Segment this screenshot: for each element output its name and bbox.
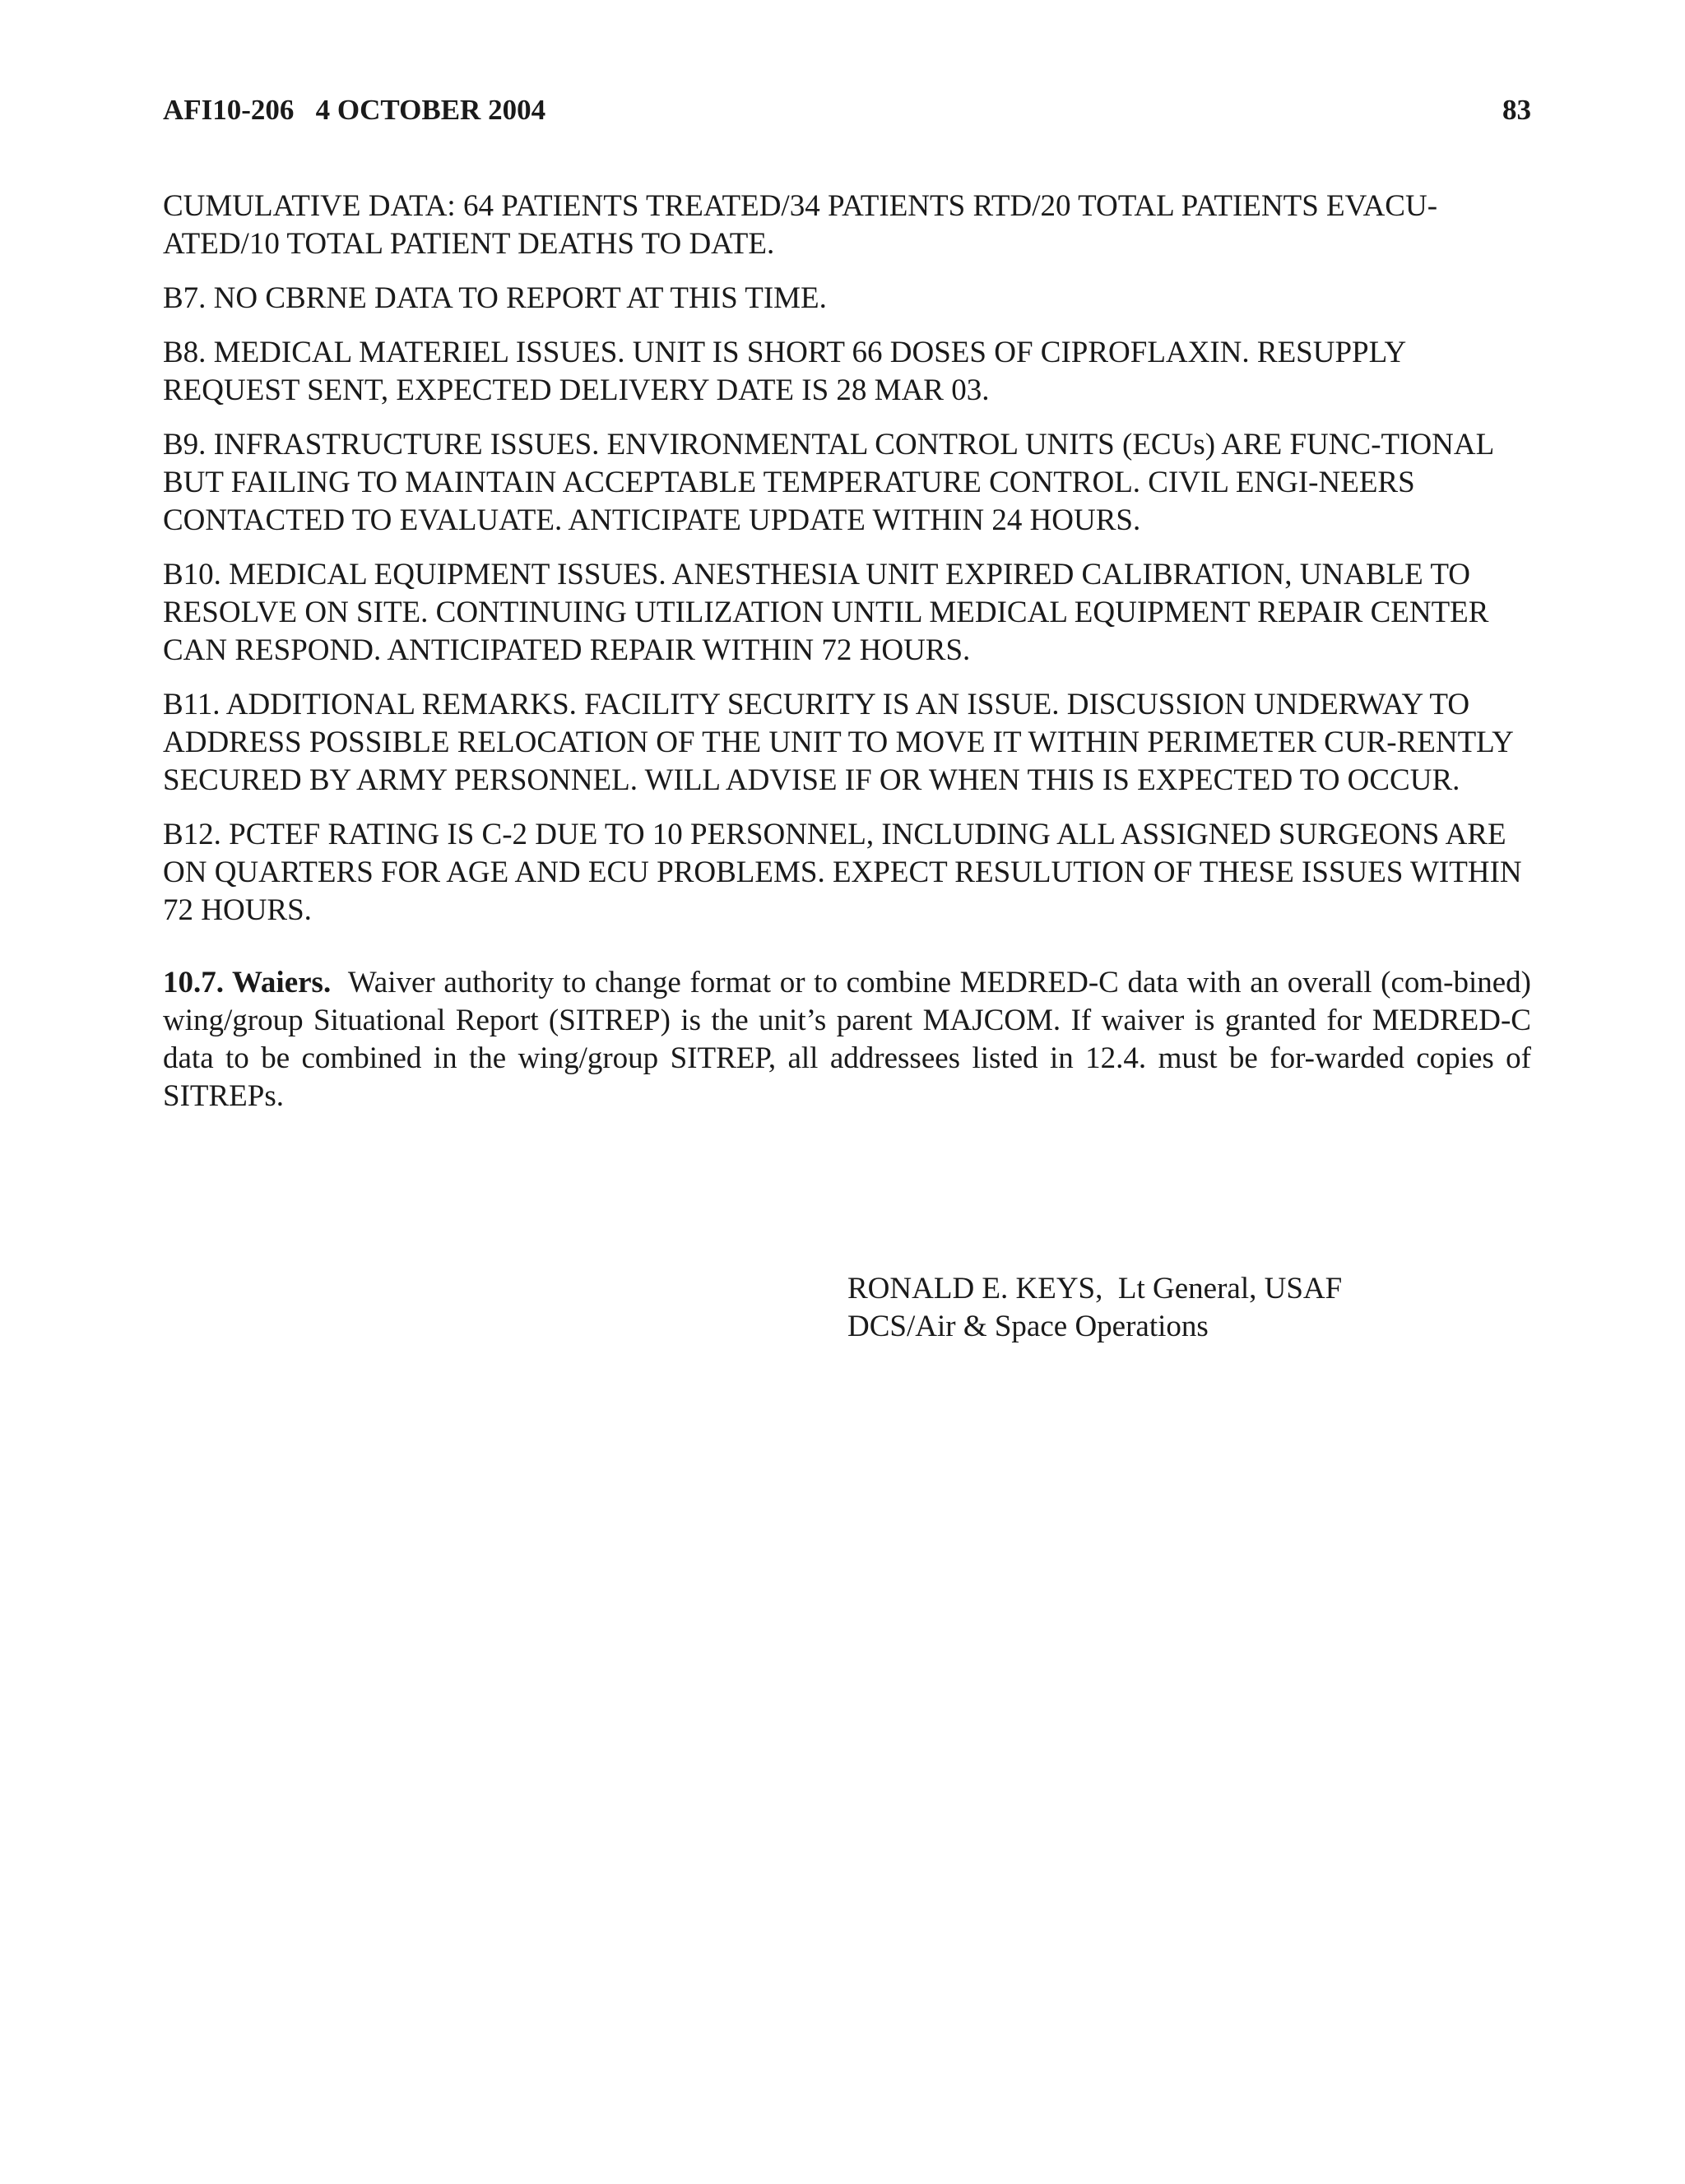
b10-paragraph: B10. MEDICAL EQUIPMENT ISSUES. ANESTHESIA UNIT EXPIRED CALIBRATION, UNABLE TO RESOLVE ON SITE. CONTINUING UTILIZATION UNTIL MEDICAL EQUIPMENT REPAIR CENTER CAN RESPOND. ANTICIPATED REPAIR WITHIN 72 HOURS. (163, 558, 1489, 667)
page-header (163, 92, 1531, 128)
b8-paragraph: B8. MEDICAL MATERIEL ISSUES. UNIT IS SHORT 66 DOSES OF CIPROFLAXIN. RESUPPLY REQUEST SENT, EXPECTED DELIVERY DATE IS 28 MAR 03. (163, 336, 1405, 407)
page-number: 83 (1502, 94, 1531, 126)
section-text: Waiver authority to change format or to combine MEDRED-C data with an overall (com-bined) wing/group Situational Report (SITREP) is the unit’s parent MAJCOM. If waiver is granted for MEDRED-C data to be combined in the wing/group SITREP, all addressees listed in 12.4. must be for-warded copies of SITREPs. (163, 966, 1531, 1113)
waivers-section (163, 964, 1531, 1115)
signature-name: RONALD E. KEYS, Lt General, USAF (847, 1272, 1343, 1305)
cumulative-data-paragraph: CUMULATIVE DATA: 64 PATIENTS TREATED/34 PATIENTS RTD/20 TOTAL PATIENTS EVACU-ATED/10 TOTAL PATIENT DEATHS TO DATE. (163, 189, 1438, 261)
document-body (163, 188, 1531, 1146)
signature-title: DCS/Air & Space Operations (847, 1310, 1209, 1343)
b12-paragraph: B12. PCTEF RATING IS C-2 DUE TO 10 PERSONNEL, INCLUDING ALL ASSIGNED SURGEONS ARE ON QUARTERS FOR AGE AND ECU PROBLEMS. EXPECT RESULUTION OF THESE ISSUES WITHIN 72 HOURS. (163, 818, 1522, 927)
b7-paragraph: B7. NO CBRNE DATA TO REPORT AT THIS TIME. (163, 281, 827, 315)
b9-paragraph: B9. INFRASTRUCTURE ISSUES. ENVIRONMENTAL CONTROL UNITS (ECUs) ARE FUNC-TIONAL BUT FAILING TO MAINTAIN ACCEPTABLE TEMPERATURE CONTROL. CIVIL ENGI-NEERS CONTACTED TO EVALUATE. ANTICIPATE UPDATE WITHIN 24 HOURS. (163, 428, 1493, 537)
b11-paragraph: B11. ADDITIONAL REMARKS. FACILITY SECURITY IS AN ISSUE. DISCUSSION UNDERWAY TO ADDRESS POSSIBLE RELOCATION OF THE UNIT TO MOVE IT WITHIN PERIMETER CUR-RENTLY SECURED BY ARMY PERSONNEL. WILL ADVISE IF OR WHEN THIS IS EXPECTED TO OCCUR. (163, 688, 1513, 797)
document-id: AFI10-206 4 OCTOBER 2004 (163, 94, 546, 126)
section-title: 10.7. Waiers. (163, 966, 332, 999)
signature-block (847, 1270, 1342, 1346)
